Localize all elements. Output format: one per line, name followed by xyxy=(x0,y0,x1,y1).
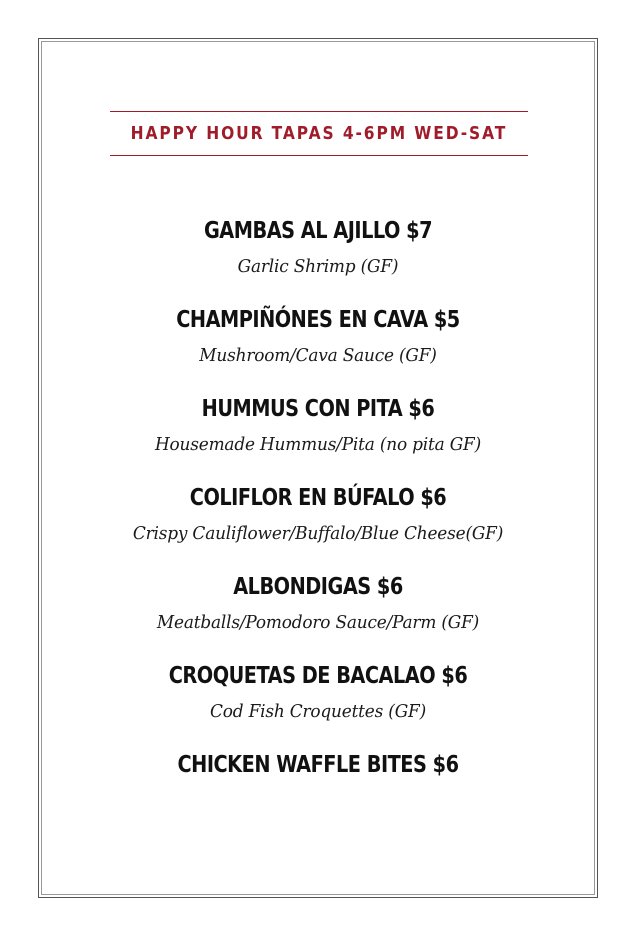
menu-item xyxy=(42,388,594,477)
menu-list xyxy=(42,210,594,833)
menu-title: HAPPY HOUR TAPAS 4-6PM WED-SAT xyxy=(130,123,508,144)
menu-item-name: GAMBAS AL AJILLO $7 xyxy=(203,218,433,244)
menu-item xyxy=(42,210,594,299)
menu-header xyxy=(110,111,528,156)
menu-item-name: CHAMPIÑÓNES EN CAVA $5 xyxy=(176,307,460,333)
menu-item-name: ALBONDIGAS $6 xyxy=(233,574,403,600)
menu-item-description: Cod Fish Croquettes (GF) xyxy=(209,701,427,722)
menu-item-description: Garlic Shrimp (GF) xyxy=(237,256,399,277)
menu-item xyxy=(42,566,594,655)
menu-item-description: Mushroom/Cava Sauce (GF) xyxy=(199,345,437,366)
menu-item-description: Housemade Hummus/Pita (no pita GF) xyxy=(154,434,482,455)
menu-item xyxy=(42,744,594,833)
menu-item xyxy=(42,655,594,744)
menu-item-name: CHICKEN WAFFLE BITES $6 xyxy=(177,752,459,778)
menu-item-name: CROQUETAS DE BACALAO $6 xyxy=(168,663,468,689)
menu-item-name: COLIFLOR EN BÚFALO $6 xyxy=(189,485,447,511)
menu-item xyxy=(42,477,594,566)
menu-item-name: HUMMUS CON PITA $6 xyxy=(201,396,435,422)
menu-item-description: Crispy Cauliflower/Buffalo/Blue Cheese(GF) xyxy=(132,523,504,544)
menu-item xyxy=(42,299,594,388)
menu-item-description: Meatballs/Pomodoro Sauce/Parm (GF) xyxy=(156,612,480,633)
